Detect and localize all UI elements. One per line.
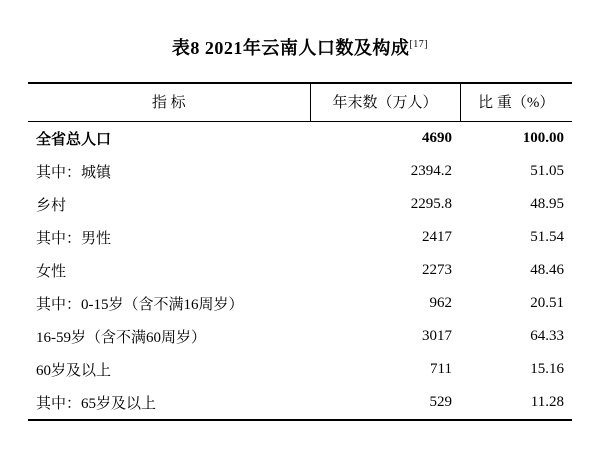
row-label: 全省总人口 (36, 132, 112, 148)
row-label: 其中：男性 (36, 231, 112, 247)
table-row (28, 287, 572, 320)
row-percent: 48.46 (530, 262, 564, 278)
row-label: 其中：65岁及以上 (36, 396, 157, 412)
table-header (28, 83, 572, 122)
page-title-text: 表8 2021年云南人口数及构成 (171, 38, 410, 58)
row-value: 4690 (422, 130, 452, 146)
column-header-proportion: 比 重（%） (460, 83, 572, 122)
table-row (28, 188, 572, 221)
row-value: 2273 (422, 262, 452, 278)
row-label: 其中：城镇 (36, 165, 112, 181)
row-value: 3017 (422, 328, 452, 344)
table-row (28, 386, 572, 419)
table-row (28, 320, 572, 353)
table-bottom-rule (28, 419, 572, 421)
row-label: 60岁及以上 (36, 363, 112, 379)
row-value: 2417 (422, 229, 452, 245)
row-value: 2394.2 (410, 163, 452, 179)
row-value: 711 (430, 361, 452, 377)
row-value: 529 (429, 394, 452, 410)
row-label: 16-59岁（含不满60周岁） (36, 330, 206, 346)
table-body (28, 122, 572, 420)
table-row (28, 122, 572, 156)
row-percent: 51.54 (530, 229, 564, 245)
table-row (28, 221, 572, 254)
row-label: 乡村 (36, 198, 67, 214)
row-percent: 64.33 (530, 328, 564, 344)
row-percent: 15.16 (530, 361, 564, 377)
column-header-year-end-count: 年末数（万人） (310, 83, 460, 122)
page-title (28, 34, 572, 60)
table-row (28, 254, 572, 287)
row-label: 女性 (36, 264, 67, 280)
population-table (28, 82, 572, 419)
table-row (28, 155, 572, 188)
row-percent: 51.05 (530, 163, 564, 179)
row-value: 2295.8 (410, 196, 452, 212)
row-label: 其中：0-15岁（含不满16周岁） (36, 297, 244, 313)
row-value: 962 (429, 295, 452, 311)
table-header-row (28, 83, 572, 122)
table-row (28, 353, 572, 386)
page-title-footnote: [17] (409, 39, 429, 50)
row-percent: 100.00 (522, 130, 564, 146)
row-percent: 20.51 (530, 295, 564, 311)
row-percent: 11.28 (530, 394, 564, 410)
column-header-indicator: 指 标 (28, 83, 310, 122)
row-percent: 48.95 (530, 196, 564, 212)
